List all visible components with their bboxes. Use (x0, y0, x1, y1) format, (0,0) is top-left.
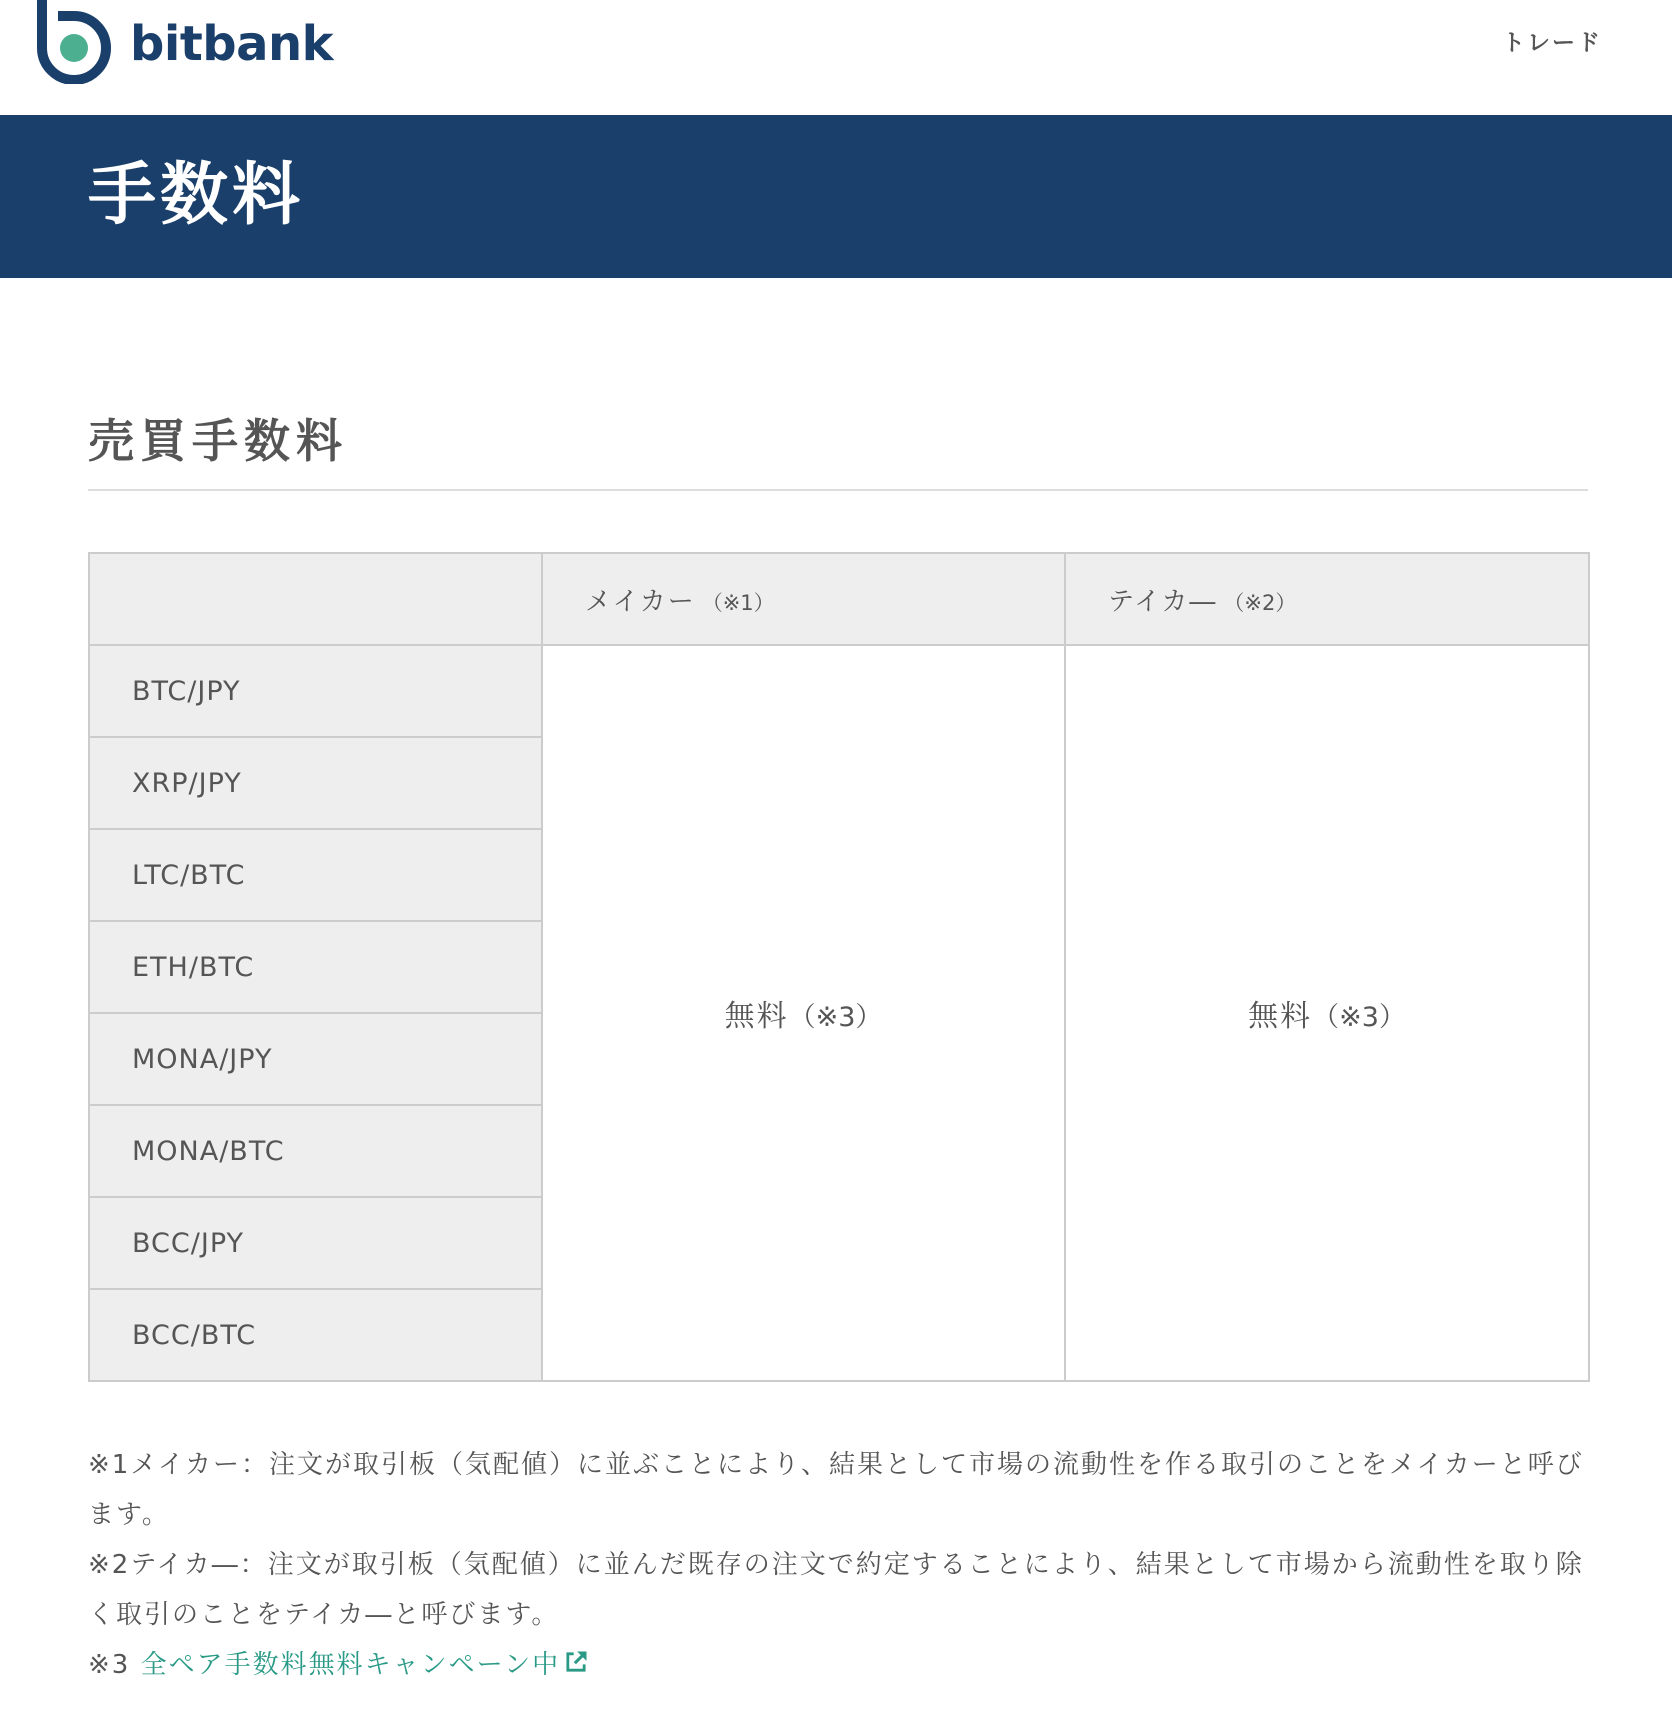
table-row (89, 645, 1589, 737)
table-header-row (89, 553, 1589, 645)
pair-cell: XRP/JPY (89, 737, 542, 829)
header-maker (542, 553, 1065, 645)
footnote-2: ※2テイカ―：注文が取引板（気配値）に並んだ既存の注文で約定することにより、結果として市場から流動性を取り除く取引のことをテイカ―と呼びます。 (88, 1550, 1584, 1630)
taker-fee-value: 無料 (1248, 999, 1313, 1034)
footnote-3 (88, 1640, 1588, 1690)
maker-fee-cell (542, 645, 1065, 1381)
site-header (0, 0, 1672, 115)
pair-cell: BCC/JPY (89, 1197, 542, 1289)
taker-fee-note: （※3） (1312, 1002, 1406, 1033)
taker-note: （※2） (1223, 590, 1297, 615)
taker-label: テイカ― (1108, 586, 1218, 617)
campaign-link-label: 全ペア手数料無料キャンペーン中 (140, 1650, 561, 1680)
pair-cell: BTC/JPY (89, 645, 542, 737)
header-taker (1065, 553, 1589, 645)
taker-fee-cell (1065, 645, 1589, 1381)
campaign-link[interactable] (141, 1650, 590, 1680)
fee-table (88, 552, 1590, 1382)
maker-label: メイカー (585, 586, 696, 617)
footnote-1: ※1メイカー：注文が取引板（気配値）に並ぶことにより、結果として市場の流動性を作る取引のことをメイカーと呼びます。 (88, 1450, 1584, 1530)
section-title: 売買手数料 (88, 414, 348, 468)
page-title: 手数料 (88, 156, 305, 235)
pair-cell: LTC/BTC (89, 829, 542, 921)
footnotes (88, 1440, 1588, 1690)
section-divider (88, 489, 1588, 491)
pair-cell: MONA/BTC (89, 1105, 542, 1197)
pair-cell: BCC/BTC (89, 1289, 542, 1381)
external-link-icon (562, 1648, 590, 1676)
pair-cell: ETH/BTC (89, 921, 542, 1013)
maker-fee-value: 無料 (724, 999, 789, 1034)
bitbank-logo[interactable] (36, 0, 333, 84)
pair-cell: MONA/JPY (89, 1013, 542, 1105)
bitbank-logo-icon (36, 0, 112, 84)
maker-fee-note: （※3） (788, 1002, 883, 1033)
nav-trade-link[interactable]: トレード (1502, 30, 1602, 56)
footnote-3-prefix: ※3 (88, 1650, 131, 1680)
page-banner (0, 115, 1672, 278)
header-empty-cell (89, 553, 542, 645)
maker-note: （※1） (701, 590, 775, 615)
brand-name: bitbank (130, 16, 334, 72)
